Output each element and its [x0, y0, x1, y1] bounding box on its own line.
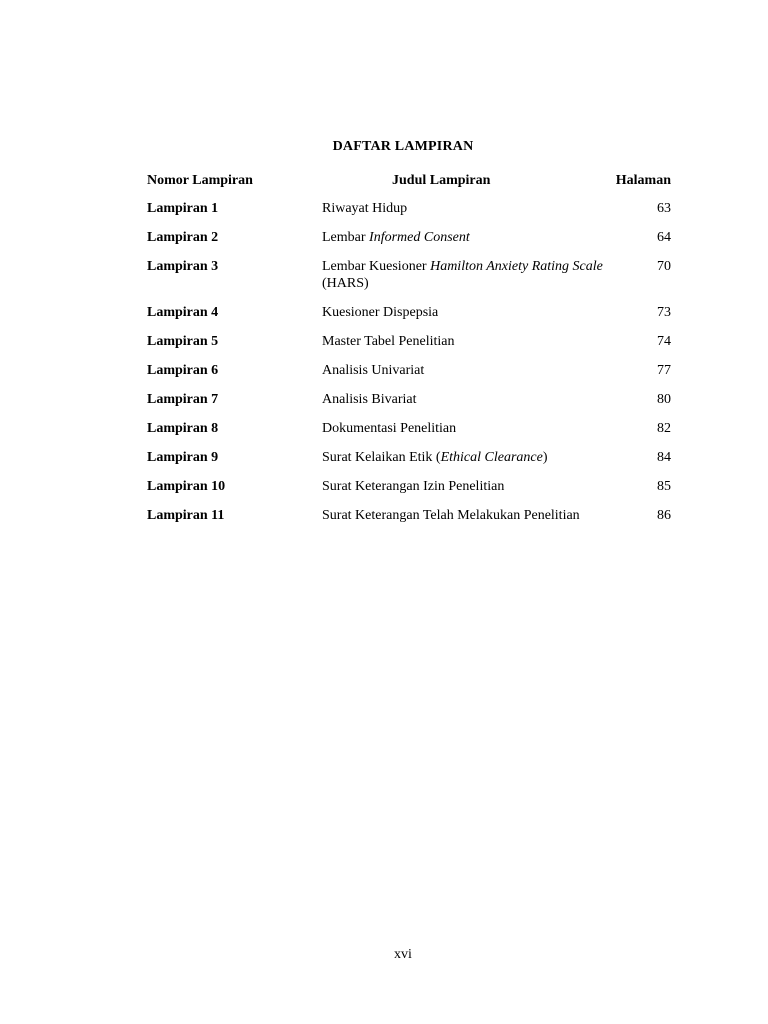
page-number: xvi: [394, 947, 412, 962]
list-item: [147, 258, 671, 292]
appendix-page: 63: [657, 201, 671, 216]
appendix-page: 86: [657, 508, 671, 523]
appendix-title-suffix: (HARS): [322, 276, 369, 291]
appendix-title: [322, 449, 617, 466]
list-item: [147, 229, 671, 246]
appendix-title-text: Lembar: [322, 230, 370, 245]
appendix-title-italic: Ethical Clearance: [440, 450, 543, 465]
list-item: [147, 391, 671, 408]
appendix-title-text: Surat Keterangan Telah Melakukan Penelitian: [322, 508, 580, 523]
header-page: Halaman: [615, 173, 671, 188]
page-title: DAFTAR LAMPIRAN: [332, 139, 474, 154]
appendix-number: Lampiran 3: [147, 259, 219, 274]
appendix-title: [322, 304, 617, 321]
appendix-title-text: Lembar Kuesioner: [322, 259, 431, 274]
appendix-title-text: Surat Kelaikan Etik (: [322, 450, 441, 465]
appendix-page: 74: [657, 334, 671, 349]
appendix-title-text: Master Tabel Penelitian: [322, 334, 455, 349]
appendix-title-text: Kuesioner Dispepsia: [322, 305, 439, 320]
appendix-page: 85: [657, 479, 671, 494]
appendix-number: Lampiran 6: [147, 363, 219, 378]
header-title: Judul Lampiran: [392, 173, 491, 188]
list-item: [147, 304, 671, 321]
appendix-title: [322, 229, 617, 246]
appendix-page: 77: [657, 363, 671, 378]
table-header: [147, 172, 671, 189]
appendix-title: [322, 200, 617, 217]
appendix-list: [147, 200, 671, 536]
appendix-title-suffix: ): [542, 450, 548, 465]
appendix-title-text: Dokumentasi Penelitian: [322, 421, 457, 436]
appendix-title-text: Surat Keterangan Izin Penelitian: [322, 479, 505, 494]
appendix-number: Lampiran 11: [147, 508, 225, 523]
list-item: [147, 478, 671, 495]
appendix-title: [322, 258, 617, 292]
appendix-title-text: Riwayat Hidup: [322, 201, 408, 216]
appendix-page: 73: [657, 305, 671, 320]
appendix-page: 82: [657, 421, 671, 436]
header-number: Nomor Lampiran: [147, 173, 253, 188]
appendix-title: [322, 420, 617, 437]
list-item: [147, 507, 671, 524]
appendix-number: Lampiran 5: [147, 334, 219, 349]
appendix-title: [322, 391, 617, 408]
list-item: [147, 200, 671, 217]
appendix-title: [322, 333, 617, 350]
appendix-title-italic: Hamilton Anxiety Rating Scale: [430, 259, 603, 274]
list-item: [147, 362, 671, 379]
appendix-number: Lampiran 1: [147, 201, 219, 216]
list-item: [147, 449, 671, 466]
appendix-number: Lampiran 8: [147, 421, 219, 436]
appendix-title-italic: Informed Consent: [369, 230, 470, 245]
list-item: [147, 420, 671, 437]
appendix-number: Lampiran 9: [147, 450, 219, 465]
appendix-title: [322, 478, 617, 495]
appendix-title: [322, 362, 617, 379]
appendix-number: Lampiran 2: [147, 230, 219, 245]
appendix-title-text: Analisis Bivariat: [322, 392, 417, 407]
list-item: [147, 333, 671, 350]
appendix-page: 84: [657, 450, 671, 465]
appendix-page: 80: [657, 392, 671, 407]
appendix-number: Lampiran 10: [147, 479, 226, 494]
appendix-page: 70: [657, 259, 671, 274]
appendix-number: Lampiran 4: [147, 305, 219, 320]
appendix-title-text: Analisis Univariat: [322, 363, 425, 378]
appendix-number: Lampiran 7: [147, 392, 219, 407]
appendix-title: [322, 507, 617, 524]
appendix-page: 64: [657, 230, 671, 245]
